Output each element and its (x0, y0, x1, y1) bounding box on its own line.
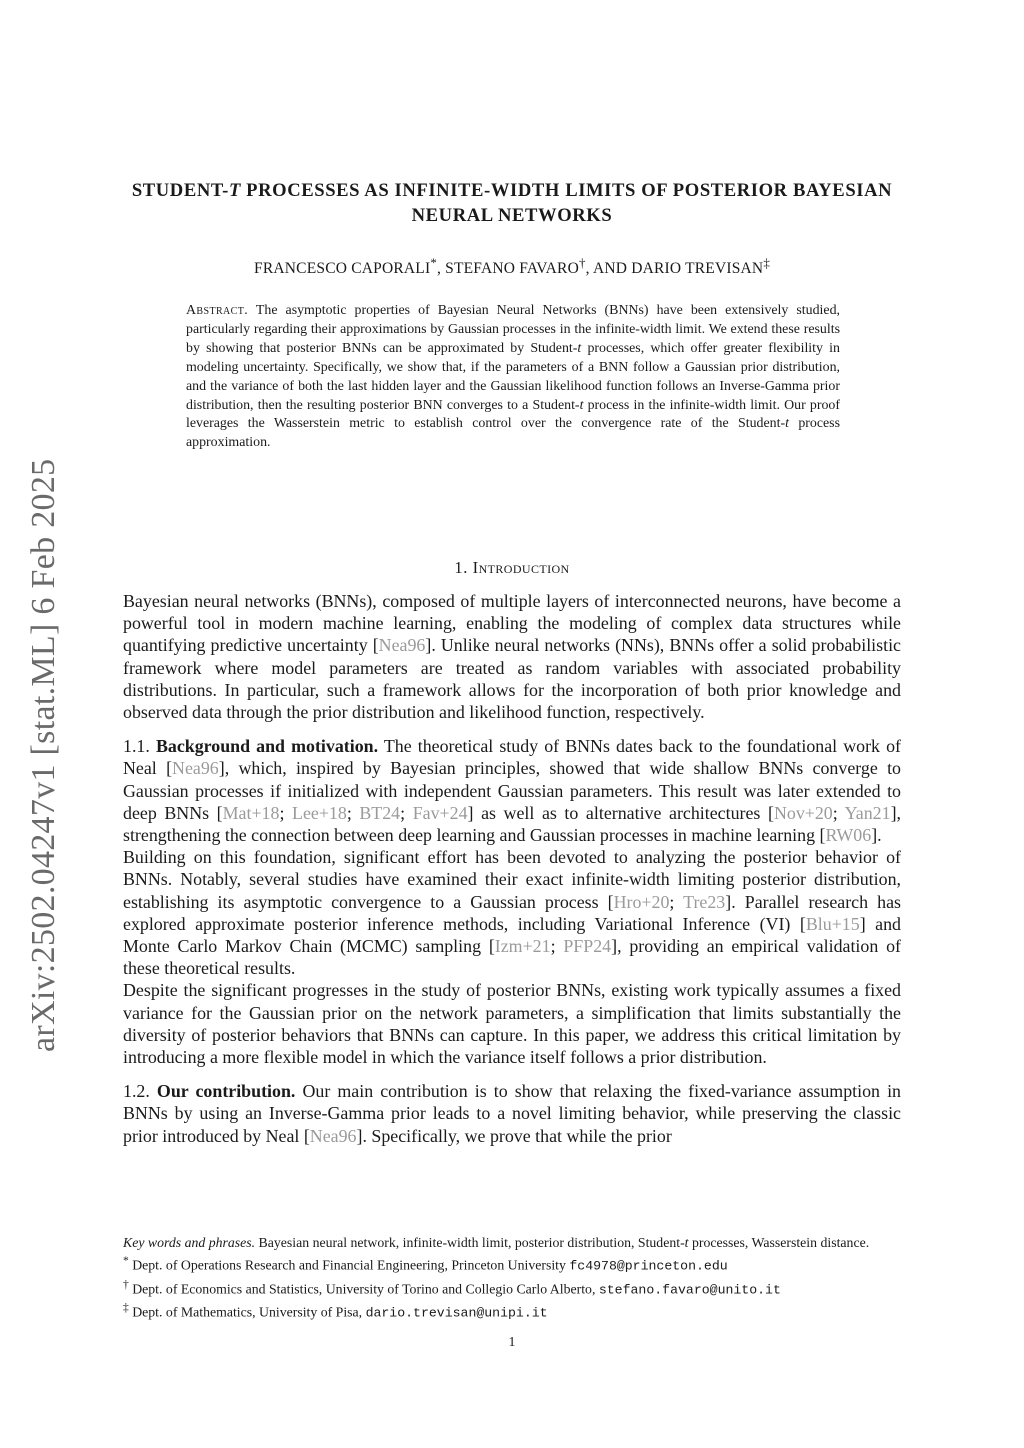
citation-link[interactable]: Blu+15 (805, 913, 860, 934)
author-mark-1: * (430, 255, 437, 270)
title-italic-t: T (228, 180, 241, 201)
keywords-t: t (684, 1235, 689, 1250)
author-favaro: , STEFANO FAVARO (436, 260, 579, 278)
author-trevisan: , AND DARIO TREVISAN (585, 260, 764, 278)
abstract-text: process approximation. (186, 416, 840, 451)
abstract-t: t (577, 340, 582, 356)
text: ]. (871, 825, 882, 846)
text: Bayesian neural networks (BNNs), composed of multiple layers of interconnected neurons, have become a powerful tool in modern machine learning, enabling the modeling of complex data structures while quantifying predictive uncertainty [ (123, 591, 901, 656)
text: ; (279, 802, 293, 823)
email-link[interactable]: fc4978@princeton.edu (569, 1258, 728, 1274)
arxiv-identifier: arXiv:2502.04247v1 [stat.ML] 6 Feb 2025 (25, 458, 62, 1052)
abstract (186, 302, 840, 453)
text: ], strengthening the connection between deep learning and Gaussian processes in machine learning [ (123, 802, 901, 846)
text: ]. Parallel research has explored approximate posterior inference methods, including Variational Inference (VI) [ (123, 891, 901, 934)
paragraph-posterior (123, 846, 901, 979)
keywords-text: Bayesian neural network, infinite-width limit, posterior distribution, Student- (255, 1235, 685, 1250)
paper-title (120, 178, 904, 228)
citation-link[interactable]: BT24 (359, 802, 401, 823)
author-mark-2: † (579, 255, 586, 270)
footnote-mark: * (123, 1255, 129, 1267)
paragraph-limitation: Despite the significant progresses in the study of posterior BNNs, existing work typically assumes a fixed variance for the Gaussian prior on the network parameters, a simplification that limits substantially the diversity of posterior behaviors that BNNs can capture. In this paper, we address this critical limitation by introducing a more flexible model in which the variance itself follows a prior distribution. (123, 980, 901, 1068)
subsection-number: 1.1. (123, 736, 156, 757)
section-name: Introduction (472, 558, 570, 577)
text: ; (550, 936, 564, 957)
author-caporali: FRANCESCO CAPORALI (254, 260, 431, 278)
citation-link[interactable]: Mat+18 (222, 802, 280, 823)
text: ] and Monte Carlo Markov Chain (MCMC) sampling [ (123, 913, 901, 957)
citation-link[interactable]: Yan21 (844, 802, 891, 823)
text: ]. Unlike neural networks (NNs), BNNs offer a solid probabilistic framework where model parameters are treated as random variables with associated probability distributions. In particular, such a framework allows for the incorporation of both prior knowledge and observed data through the prior distribution and likelihood function, respectively. (123, 635, 901, 723)
text: ; (346, 802, 360, 823)
abstract-text: process in the infinite-width limit. Our proof leverages the Wasserstein metric to establish control over the convergence rate of the Student- (186, 397, 840, 432)
text: ; (669, 891, 684, 912)
keywords-label: Key words and phrases. (123, 1235, 256, 1250)
footnote-favaro (123, 1276, 903, 1300)
subsection-number: 1.2. (123, 1081, 157, 1102)
abstract-t: t (785, 416, 789, 432)
author-mark-3: ‡ (763, 255, 770, 270)
text: Our main contribution is to show that relaxing the fixed-variance assumption in BNNs by using an Inverse-Gamma prior leads to a novel limiting behavior, while preserving the classic prior introduced by Neal [ (123, 1081, 901, 1146)
citation-link[interactable]: Fav+24 (412, 802, 468, 823)
citation-link[interactable]: Nea96 (378, 635, 426, 656)
footnote-mark: ‡ (123, 1302, 129, 1315)
abstract-text: The asymptotic properties of Bayesian Neural Networks (BNNs) have been extensively studied, particularly regarding their approximations by Gaussian processes in the infinite-width limit. We extend these results by showing that posterior BNNs can be approximated by Student- (186, 303, 840, 356)
citation-link[interactable]: RW06 (825, 825, 872, 846)
citation-link[interactable]: Nov+20 (773, 802, 833, 823)
email-link[interactable]: stefano.favaro@unito.it (598, 1282, 781, 1298)
footnote-mark: † (123, 1278, 129, 1291)
footnote-caporali (123, 1252, 903, 1276)
footnote-trevisan (123, 1299, 903, 1323)
section-heading-introduction (120, 558, 904, 578)
footnotes (123, 1233, 903, 1323)
text: ]. Specifically, we prove that while the prior (356, 1125, 672, 1146)
page-number: 1 (508, 1334, 516, 1349)
subsection-background (123, 735, 901, 846)
abstract-label: Abstract. (186, 303, 249, 318)
footnote-text: Dept. of Mathematics, University of Pisa, (128, 1304, 366, 1320)
citation-link[interactable]: Nea96 (172, 758, 219, 779)
text: Building on this foundation, significant effort has been devoted to analyzing the posterior behavior of BNNs. Notably, several studies have examined their exact infinite-width limiting posterior distribution, establishing its asymptotic convergence to a Gaussian process [ (123, 847, 901, 912)
citation-link[interactable]: Izm+21 (494, 936, 551, 957)
email-link[interactable]: dario.trevisan@unipi.it (365, 1305, 548, 1321)
citation-link[interactable]: Lee+18 (292, 802, 347, 823)
footnote-text: Dept. of Operations Research and Financial Engineering, Princeton University (128, 1257, 570, 1273)
intro-paragraph (123, 590, 901, 723)
text: ], which, inspired by Bayesian principles, showed that wide shallow BNNs converge to Gaussian processes if initialized with independent Gaussian parameters. This result was later extended to deep BNNs [ (123, 758, 902, 823)
subsection-heading: Our contribution. (156, 1081, 296, 1102)
citation-link[interactable]: Hro+20 (613, 891, 670, 912)
title-pre: STUDENT- (131, 180, 229, 201)
citation-link[interactable]: Tre23 (683, 891, 726, 912)
keywords (123, 1233, 903, 1252)
abstract-text: processes, which offer greater flexibility in modeling uncertainty. Specifically, we show that, if the parameters of a BNN follow a Gaussian prior distribution, and the variance of both the last hidden layer and the Gaussian likelihood function follows an Inverse-Gamma prior distribution, then the resulting posterior BNN converges to a Student- (186, 340, 840, 413)
text: ; (400, 802, 413, 823)
text: ] as well as to alternative architectures [ (467, 802, 774, 823)
subsection-heading: Background and motivation. (155, 736, 379, 757)
main-body (123, 590, 901, 1147)
keywords-text: processes, Wasserstein distance. (688, 1235, 870, 1250)
citation-link[interactable]: Nea96 (309, 1125, 357, 1146)
text: ], providing an empirical validation of these theoretical results. (123, 936, 901, 979)
author-list (120, 255, 904, 278)
subsection-contribution (123, 1080, 901, 1147)
text: ; (832, 802, 845, 823)
title-post: PROCESSES AS INFINITE-WIDTH LIMITS OF POSTERIOR BAYESIAN NEURAL NETWORKS (240, 180, 893, 226)
section-number: 1. (454, 558, 473, 577)
text: The theoretical study of BNNs dates back to the foundational work of Neal [ (123, 736, 901, 779)
abstract-t: t (579, 397, 584, 413)
citation-link[interactable]: PFP24 (563, 936, 612, 957)
footnote-text: Dept. of Economics and Statistics, University of Torino and Collegio Carlo Alberto, (128, 1281, 599, 1297)
